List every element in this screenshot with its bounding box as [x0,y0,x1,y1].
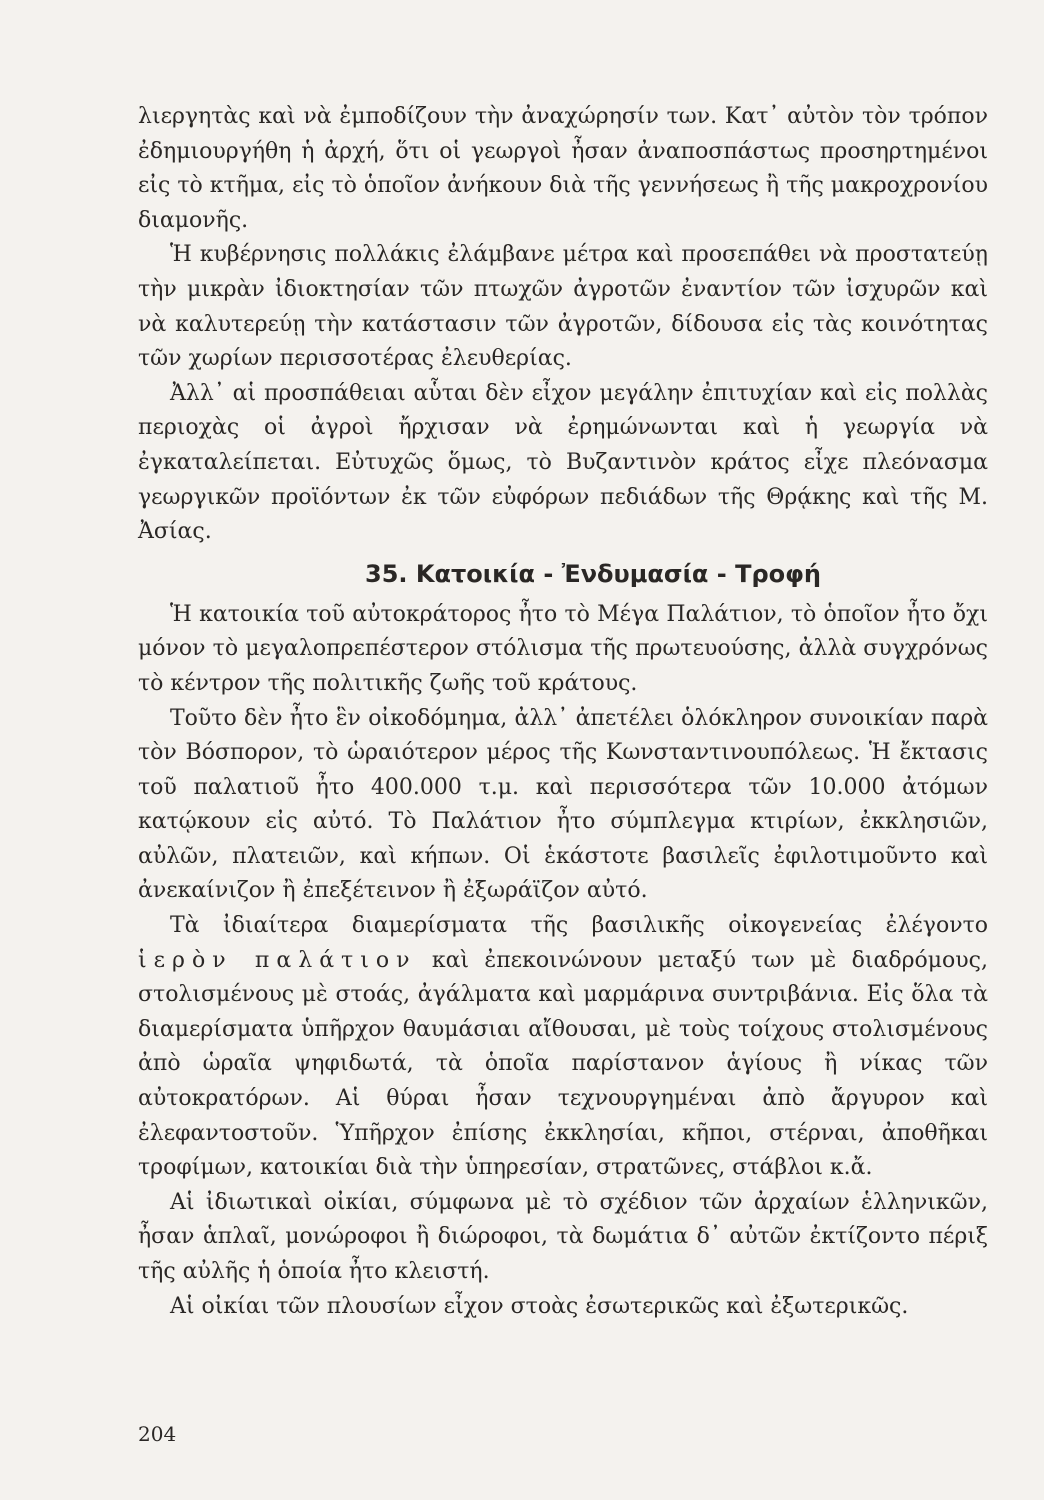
paragraph-4: Ἡ κατοικία τοῦ αὐτοκράτορος ἦτο τὸ Μέγα Παλάτιον, τὸ ὁποῖον ἦτο ὄχι μόνον τὸ μεγαλοπρεπέστερον στόλισμα τῆς πρωτευούσης, ἀλλὰ συγχρόνως τὸ κέντρον τῆς πολιτικῆς ζωῆς τοῦ κράτους. [138,601,988,696]
paragraph-8: Αἱ οἰκίαι τῶν πλουσίων εἶχον στοὰς ἐσωτερικῶς καὶ ἐξωτερικῶς. [170,1293,909,1319]
section-heading [138,554,988,594]
paragraph-6-start: Τὰ ἰδιαίτερα διαμερίσματα τῆς βασιλικῆς οἰκογενείας ἐλέγοντο [170,913,988,939]
emphasized-term: ἱερὸν παλάτιον [138,947,417,973]
paragraph-1: λιεργητὰς καὶ νὰ ἐμποδίζουν τὴν ἀναχώρησίν των. Κατ᾽ αὐτὸν τὸν τρόπον ἐδημιουργήθη ἡ ἀρχή, ὅτι οἱ γεωργοὶ ἦσαν ἀναποσπάστως προσηρτημένοι εἰς τὸ κτῆμα, εἰς τὸ ὁποῖον ἀνήκουν διὰ τῆς γεννήσεως ἢ τῆς μακροχρονίου διαμονῆς. [138,104,988,233]
body-text [138,100,988,1324]
paragraph-3: Ἀλλ᾽ αἱ προσπάθειαι αὗται δὲν εἶχον μεγάλην ἐπιτυχίαν καὶ εἰς πολλὰς περιοχὰς οἱ ἀγροὶ ἤρχισαν νὰ ἐρημώνωνται καὶ ἡ γεωργία νὰ ἐγκαταλείπεται. Εὐτυχῶς ὅμως, τὸ Βυζαντινὸν κράτος εἶχε πλεόνασμα γεωργικῶν προϊόντων ἐκ τῶν εὐφόρων πεδιάδων τῆς Θρᾴκης καὶ τῆς Μ. Ἀσίας. [138,380,988,545]
section-number: 35. [365,559,408,588]
paragraph-2: Ἡ κυβέρνησις πολλάκις ἐλάμβανε μέτρα καὶ προσεπάθει νὰ προστατεύῃ τὴν μικρὰν ἰδιοκτησίαν τῶν πτωχῶν ἀγροτῶν ἐναντίον τῶν ἰσχυρῶν καὶ νὰ καλυτερεύῃ τὴν κατάστασιν τῶν ἀγροτῶν, δίδουσα εἰς τὰς κοινότητας τῶν χωρίων περισσοτέρας ἐλευθερίας. [138,242,988,372]
paragraph-6 [138,909,988,1186]
paragraph-6-rest: καὶ ἐπεκοινώνουν μεταξύ των μὲ διαδρόμους, στολισμένους μὲ στοάς, ἀγάλματα καὶ μαρμάρινα συντριβάνια. Εἰς ὅλα τὰ διαμερίσματα ὑπῆρχον θαυμάσιαι αἴθουσαι, μὲ τοὺς τοίχους στολισμένους ἀπὸ ὡραῖα ψηφιδωτά, τὰ ὁποῖα παρίστανον ἁγίους ἢ νίκας τῶν αὐτοκρατόρων. Αἱ θύραι ἦσαν τεχνουργημέναι ἀπὸ ἄργυρον καὶ ἐλεφαντοστοῦν. Ὑπῆρχον ἐπίσης ἐκκλησίαι, κῆποι, στέρναι, ἀποθῆκαι τροφίμων, κατοικίαι διὰ τὴν ὑπηρεσίαν, στρατῶνες, στάβλοι κ.ἄ. [138,947,988,1181]
paragraph-7: Αἱ ἰδιωτικαὶ οἰκίαι, σύμφωνα μὲ τὸ σχέδιον τῶν ἀρχαίων ἑλληνικῶν, ἦσαν ἁπλαῖ, μονώροφοι ἢ διώροφοι, τὰ δωμάτια δ᾽ αὐτῶν ἐκτίζοντο πέριξ τῆς αὐλῆς ἡ ὁποία ἦτο κλειστή. [138,1189,988,1284]
page-number: 204 [138,1422,177,1446]
paragraph-5: Τοῦτο δὲν ἦτο ἓν οἰκοδόμημα, ἀλλ᾽ ἀπετέλει ὁλόκληρον συνοικίαν παρὰ τὸν Βόσπορον, τὸ ὡραιότερον μέρος τῆς Κωνσταντινουπόλεως. Ἡ ἔκτασις τοῦ παλατιοῦ ἦτο 400.000 τ.μ. καὶ περισσότερα τῶν 10.000 ἀτόμων κατῴκουν εἰς αὐτό. Τὸ Παλάτιον ἦτο σύμπλεγμα κτιρίων, ἐκκλησιῶν, αὐλῶν, πλατειῶν, καὶ κήπων. Οἱ ἑκάστοτε βασιλεῖς ἐφιλοτιμοῦντο καὶ ἀνεκαίνιζον ἢ ἐπεξέτεινον ἢ ἐξωράϊζον αὐτό. [138,705,988,904]
section-title: Κατοικία - Ἐνδυμασία - Τροφή [415,559,821,588]
